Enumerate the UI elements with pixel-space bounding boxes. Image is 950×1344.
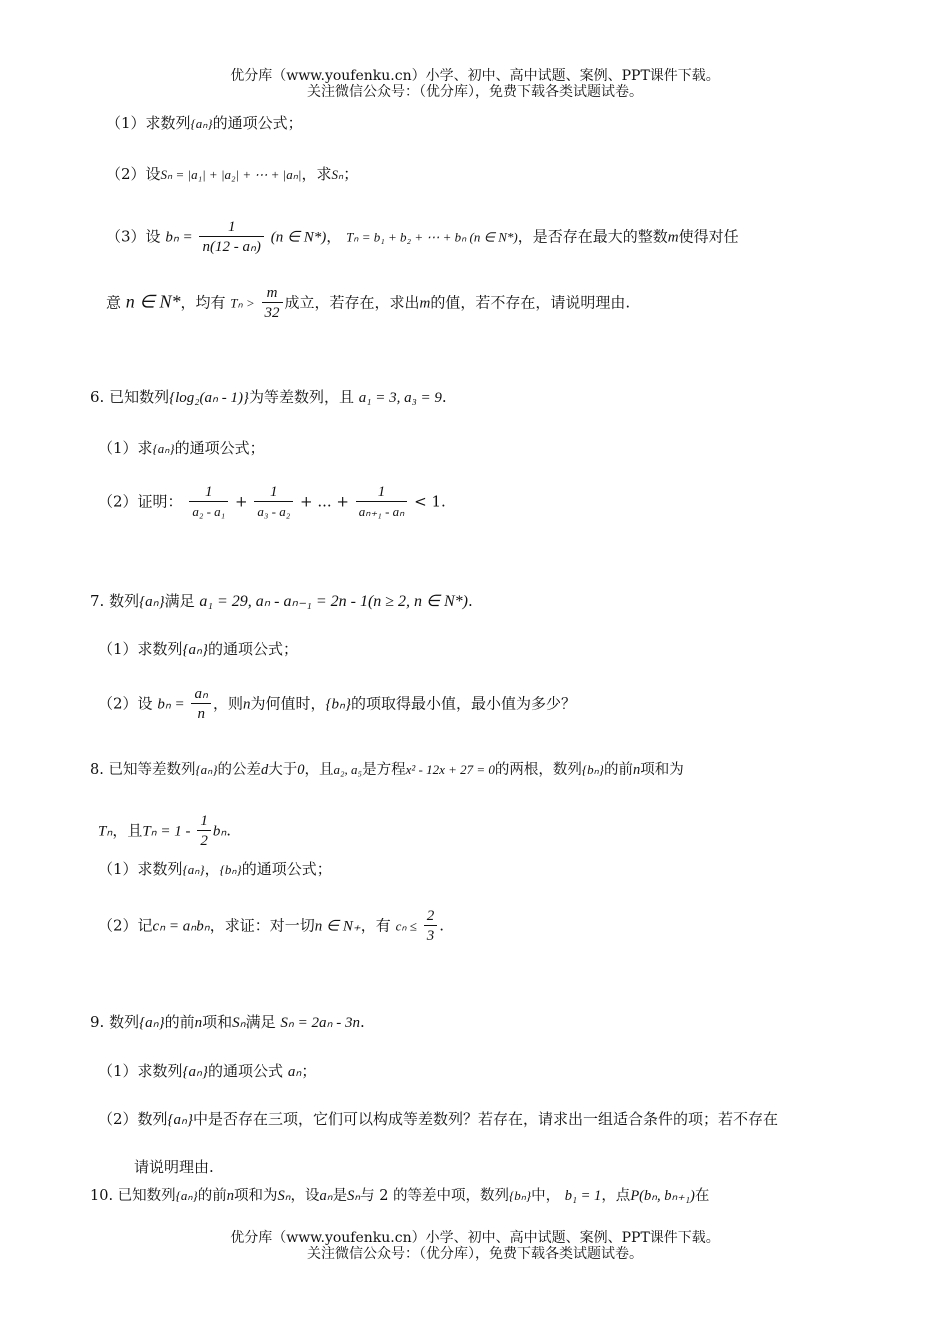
q6-fraction-3: $\frac{1}{\text{aₙ₊₁ - aₙ}}$: [356, 483, 408, 522]
q7-stem: 7. 数列{aₙ}满足 a₁ = 29, aₙ - aₙ₋₁ = 2n - 1(n ≥ 2, n ∈ N*).: [90, 592, 473, 610]
q7-part1: （1）求数列{aₙ}的通项公式；: [98, 640, 299, 658]
header-line-1: 优分库（www.youfenku.cn）小学、初中、高中试题、案例、PPT课件下载。: [230, 68, 720, 84]
q6-part1: （1）求{aₙ}的通项公式；: [98, 439, 265, 457]
q10-stem: 10. 已知数列{aₙ}的前n项和为Sₙ，设aₙ是Sₙ与 2 的等差中项，数列{bₙ}中， b₁ = 1，点P(bₙ, bₙ₊₁)在: [90, 1188, 710, 1204]
q8-part1: （1）求数列{aₙ}，{bₙ}的通项公式；: [98, 860, 332, 878]
q8-part2: （2）记cₙ = aₙbₙ，求证：对一切n ∈ N₊，有 cₙ ≤ $\frac{2}{3}$ .: [98, 908, 444, 944]
q6-part2: （2）证明： $\frac{1}{\text{a₂ - a₁}}$ + $\frac{1}{\text{a₃ - a₂}}$ + ... + $\frac{1}{\text{aₙ₊₁ - aₙ}}$ < 1.: [98, 483, 446, 522]
q9-part2: （2）数列{aₙ}中是否存在三项，它们可以构成等差数列？若存在，请求出一组适合条件的项；若不存在: [98, 1110, 779, 1128]
q7-part2: （2）设 bₙ = $\frac{\text{aₙ}}{n}$ ，则n为何值时，{bₙ}的项取得最小值，最小值为多少？: [98, 686, 576, 722]
q9-stem: 9. 数列{aₙ}的前n项和Sₙ满足 Sₙ = 2aₙ - 3n.: [90, 1013, 365, 1031]
q8-stem: 8. 已知等差数列{aₙ}的公差d大于0，且a₂, a₅是方程x² - 12x + 27 = 0的两根，数列{bₙ}的前n项和为: [90, 762, 684, 778]
q6-stem: 6. 已知数列{log₂(aₙ - 1)}为等差数列，且 a₁ = 3, a₃ = 9.: [90, 388, 447, 406]
footer-line-2: 关注微信公众号：（优分库），免费下载各类试题试卷。: [307, 1246, 643, 1262]
q6-fraction-1: $\frac{1}{\text{a₂ - a₁}}$: [189, 483, 228, 522]
q5-part3-line2: 意 n ∈ N*，均有 Tₙ > $\frac{m}{32}$ 成立，若存在，求出m的值，若不存在，请说明理由.: [106, 285, 631, 321]
q9-part1: （1）求数列{aₙ}的通项公式 aₙ；: [98, 1062, 317, 1080]
footer-line-1: 优分库（www.youfenku.cn）小学、初中、高中试题、案例、PPT课件下载。: [230, 1230, 720, 1246]
q7-fraction: $\frac{\text{aₙ}}{n}$: [191, 685, 210, 724]
q5-part1: （1）求数列{aₙ}的通项公式；: [106, 114, 303, 132]
q8-fraction-2-3: $\frac{2}{3}$: [424, 907, 438, 946]
header-line-2: 关注微信公众号：（优分库），免费下载各类试题试卷。: [307, 84, 643, 100]
q9-part2-line2: 请说明理由.: [134, 1158, 214, 1176]
q8-stem-line2: Tₙ，且Tₙ = 1 - $\frac{1}{2}$ bₙ.: [98, 813, 232, 849]
q5-fraction-m32: $\frac{m}{32}$: [262, 284, 283, 323]
q5-part3: （3）设 bₙ = $\frac{1}{\text{n(12 - aₙ)}}$ (n ∈ N*)， Tₙ = b₁ + b₂ + ⋯ + bₙ (n ∈ N*)，是否存在最大的整数m使得对任: [106, 219, 739, 255]
q5-part2: （2）设Sₙ = |a₁| + |a₂| + ⋯ + |aₙ|，求Sₙ；: [106, 165, 359, 183]
q8-fraction-half: $\frac{1}{2}$: [197, 812, 211, 851]
q5-fraction: $\frac{1}{\text{n(12 - aₙ)}}$: [199, 218, 263, 257]
q6-fraction-2: $\frac{1}{\text{a₃ - a₂}}$: [254, 483, 293, 522]
